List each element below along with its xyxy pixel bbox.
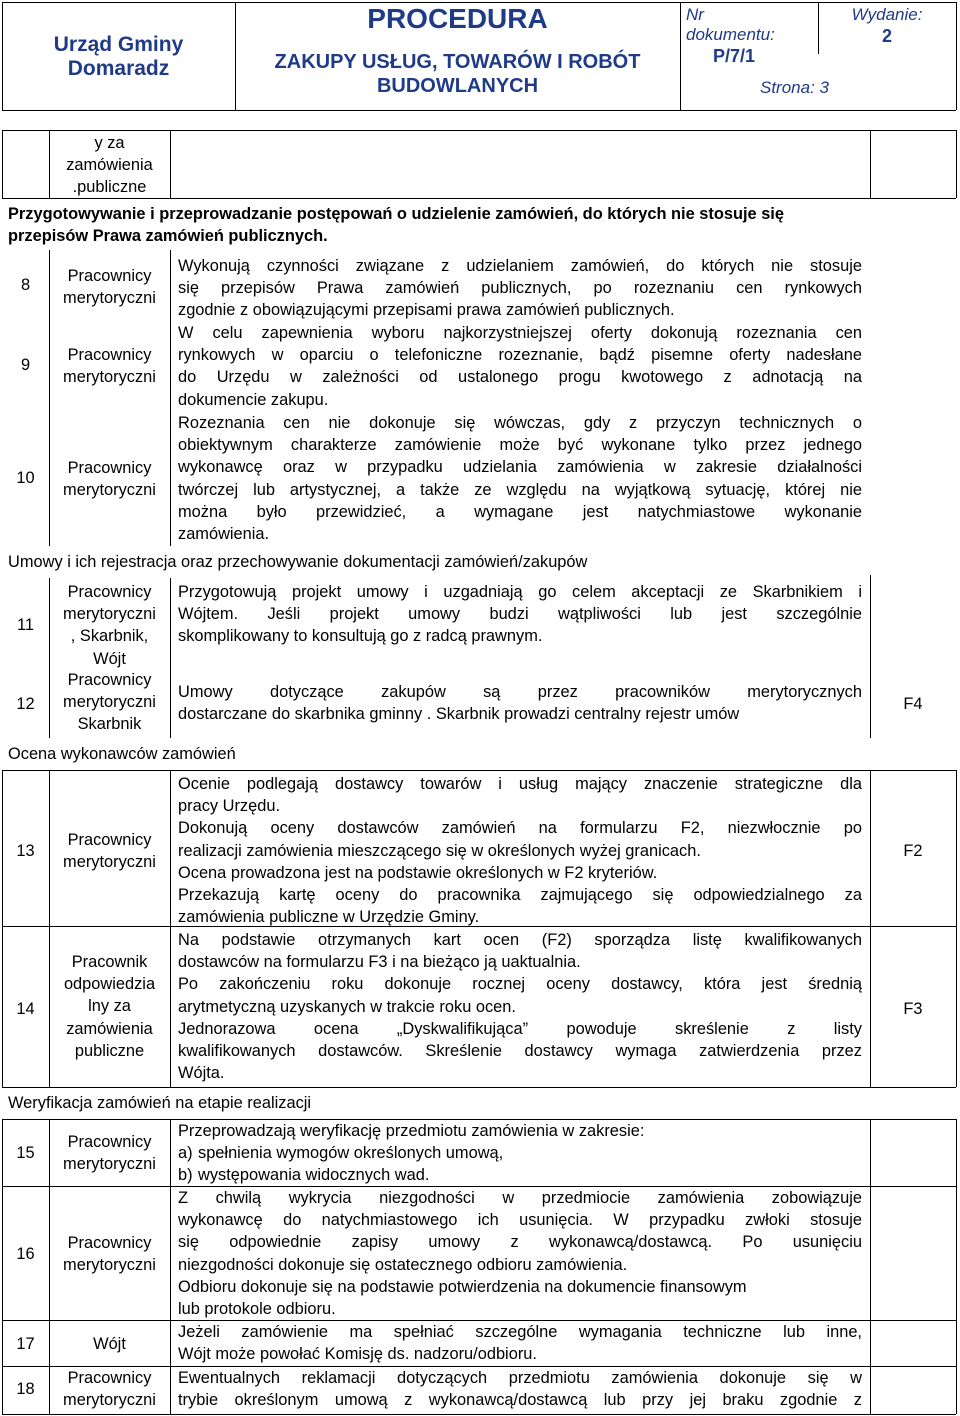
row-number: 13 — [16, 842, 35, 860]
row-number: 16 — [16, 1245, 35, 1263]
responsible-person: Pracownik odpowiedzia lny za zamówienia publiczne — [63, 953, 156, 1060]
section-title-supplier-evaluation: Ocena wykonawców zamówień — [8, 745, 236, 763]
form-reference: F3 — [903, 1000, 923, 1018]
procedure-title: PROCEDURA — [367, 3, 548, 34]
row-number: 15 — [16, 1144, 35, 1162]
responsible-person: Wójt — [93, 1335, 126, 1353]
responsible-person: Pracownicy merytoryczni — [63, 459, 156, 500]
continuation-text: y za zamówienia .publiczne — [66, 134, 153, 197]
row-number: 17 — [16, 1335, 35, 1353]
organization-name: Urząd Gminy Domaradz — [53, 33, 184, 80]
edition: Wydanie: 2 — [851, 5, 923, 46]
row-description: Przygotowują projekt umowy i uzgadniają go celem akceptacji ze Skarbnikiem i Wójtem. Jeśli projekt umowy budzi wątpliwości lub jest szczególnie skomplikowany to konsultują go z radcą prawnym. — [178, 583, 862, 646]
document-number: Nr dokumentu: P/7/1 — [686, 5, 775, 66]
row-number: 10 — [16, 469, 35, 487]
row-description: Wykonują czynności związane z udzielaniem zamówień, do których nie stosuje się przepisów Prawa zamówień publicznych, po rozeznaniu cen rynkowych zgodnie z obowiązującymi przepisami prawa zamówień publicznych. — [178, 257, 862, 320]
section-title-procurement: Przygotowywanie i przeprowadzanie postępowań o udzielenie zamówień, do których nie stosuje się przepisów Prawa zamówień publicznych. — [8, 205, 784, 246]
row-description: Umowy dotyczące zakupów są przez pracowników merytorycznych dostarczane do skarbnika gminny . Skarbnik prowadzi centralny rejestr umów — [178, 683, 862, 724]
responsible-person: Pracownicy merytoryczni — [63, 831, 156, 872]
row-number: 9 — [20, 356, 31, 374]
responsible-person: Pracownicy merytoryczni — [63, 1234, 156, 1275]
row-description: W celu zapewnienia wyboru najkorzystniejszej oferty dokonują rozeznania cen rynkowych w oparciu o telefoniczne rozeznanie, bądź pisemne oferty nadesłane do Urzędu w zależności od ustalonego progu kwotowego z adnotacją na dokumencie zakupu. — [178, 324, 862, 409]
page-number: Strona: 3 — [760, 78, 829, 97]
responsible-person: Pracownicy merytoryczni — [63, 1369, 156, 1410]
row-description: Na podstawie otrzymanych kart ocen (F2) sporządza listę kwalifikowanych dostawców na formularzu F3 i na bieżąco ją uaktualnia. Po zakończeniu roku dokonuje rocznej oceny dostawcy, która jest średnią arytmetyczną uzyskanych w trakcie roku ocen. Jednorazowa ocena „Dyskwalifikująca” powoduje skreślenie z listy kwalifikowanych dostawców. Skreślenie dostawcy wymaga zatwierdzenia przez Wójta. — [178, 931, 862, 1083]
row-description: Przeprowadzają weryfikację przedmiotu zamówienia w zakresie: a) spełnienia wymogów określonych umową, b) występowania widocznych wad. — [178, 1120, 862, 1187]
procedure-subtitle: ZAKUPY USŁUG, TOWARÓW I ROBÓT BUDOWLANYCH — [274, 51, 641, 97]
row-number: 14 — [16, 1000, 35, 1018]
section-title-contracts: Umowy i ich rejestracja oraz przechowywanie dokumentacji zamówień/zakupów — [8, 553, 588, 571]
row-description: Ocenie podlegają dostawcy towarów i usług mający znaczenie strategiczne dla pracy Urzędu. Dokonują oceny dostawców zamówień na formularzu F2, niezwłocznie po realizacji zamówienia mieszczącego się w określonych wyżej granicach. Ocena prowadzona jest na podstawie określonych w F2 kryteriów. Przekazują kartę oceny do pracownika zajmującego się odpowiedzialnego za zamówienia publiczne w Urzędzie Gminy. — [178, 775, 862, 927]
list-item: a) spełnienia wymogów określonych umową, — [178, 1144, 504, 1163]
row-number: 11 — [16, 616, 34, 634]
row-number: 18 — [16, 1380, 35, 1398]
responsible-person: Pracownicy merytoryczni Skarbnik — [63, 671, 156, 734]
row-description: Ewentualnych reklamacji dotyczących przedmiotu zamówienia dokonuje się w trybie określonym umową z wykonawcą/dostawcą lub przy jej braku zgodnie z — [178, 1369, 862, 1410]
row-description: Z chwilą wykrycia niezgodności w przedmiocie zamówienia zobowiązuje wykonawcę do natychmiastowego ich usunięcia. W przypadku zwłoki stosuje się odpowiednie zapisy umowy z wykonawcą/dostawcą. Po usunięciu niezgodności dokonuje się ostatecznego odbioru zamówienia. Odbioru dokonuje się na podstawie potwierdzenia na dokumencie finansowym lub protokole odbioru. — [178, 1189, 862, 1319]
responsible-person: Pracownicy merytoryczni — [63, 1133, 156, 1174]
responsible-person: Pracownicy merytoryczni — [63, 267, 156, 308]
row-number: 12 — [16, 695, 35, 713]
form-reference: F2 — [903, 842, 923, 860]
list-item: b) występowania widocznych wad. — [178, 1166, 430, 1185]
responsible-person: Pracownicy merytoryczni — [63, 346, 156, 387]
responsible-person: Pracownicy merytoryczni , Skarbnik, Wójt — [63, 583, 156, 668]
section-title-verification: Weryfikacja zamówień na etapie realizacji — [8, 1094, 312, 1112]
row-description: Rozeznania cen nie dokonuje się wówczas, gdy z przyczyn technicznych o obiektywnym charakterze zamówienie może być wykonane tylko przez jednego wykonawcę oraz w przypadku udzielania zamówienia w zakresie działalności twórczej lub artystycznej, a także ze względu na wyjątkową sytuację, której nie można było przewidzieć, a wymagane jest natychmiastowe wykonanie zamówienia. — [178, 414, 862, 544]
form-reference: F4 — [903, 695, 923, 713]
row-number: 8 — [20, 276, 31, 294]
row-description: Jeżeli zamówienie ma spełniać szczególne wymagania techniczne lub inne, Wójt może powołać Komisję ds. nadzoru/odbioru. — [178, 1323, 862, 1364]
